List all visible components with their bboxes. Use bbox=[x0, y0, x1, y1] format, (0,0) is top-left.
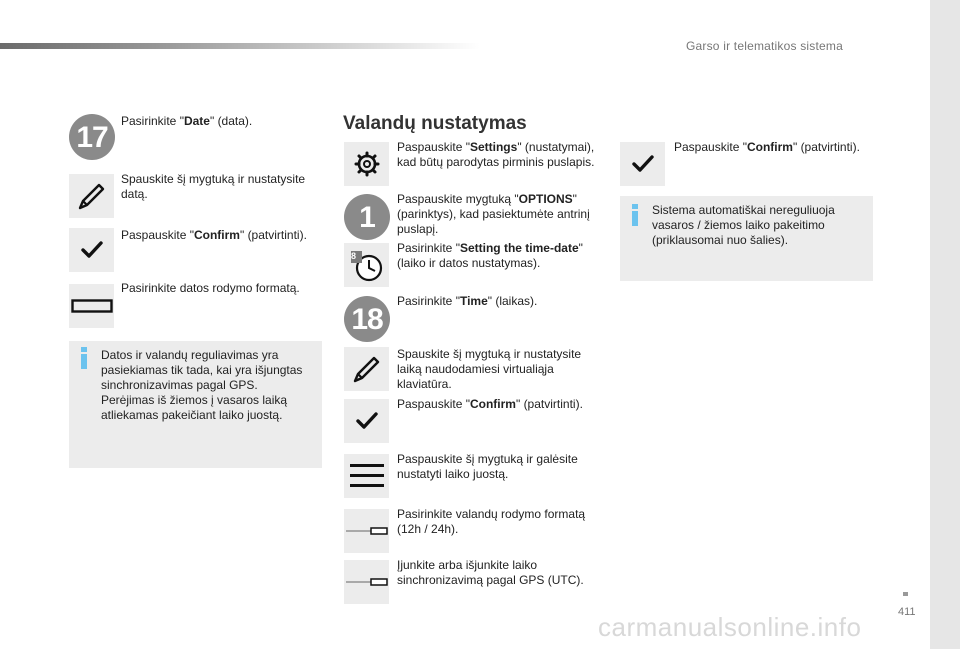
step-text: Paspauskite "Confirm" (patvirtinti). bbox=[674, 140, 860, 154]
step-text: Paspauskite mygtuką "OPTIONS" (parinktys), kad pasiektumėte antrinį puslapį. bbox=[397, 192, 590, 236]
info-box-left bbox=[69, 341, 322, 468]
settings-button-box[interactable] bbox=[344, 142, 389, 186]
header-gradient-bar bbox=[0, 43, 480, 49]
time-date-button-box[interactable] bbox=[344, 243, 389, 287]
step-badge-18: 18 bbox=[344, 296, 390, 342]
info-box-right bbox=[620, 196, 873, 281]
format-button-box[interactable] bbox=[69, 284, 114, 328]
confirm-button-box[interactable] bbox=[69, 228, 114, 272]
toggle-icon bbox=[345, 525, 389, 537]
timezone-button-box[interactable] bbox=[344, 454, 389, 498]
page-side-strip bbox=[930, 0, 960, 649]
section-title: Valandų nustatymas bbox=[343, 113, 527, 134]
page-marker bbox=[903, 592, 908, 596]
step-text: Pasirinkite "Date" (data). bbox=[121, 114, 253, 128]
step-text: Paspauskite šį mygtuką ir galėsite nustatyti laiko juostą. bbox=[397, 452, 578, 481]
step-badge-17: 17 bbox=[69, 114, 115, 160]
pencil-icon bbox=[76, 180, 108, 212]
check-icon bbox=[81, 241, 103, 259]
edit-button-box[interactable] bbox=[69, 174, 114, 218]
chapter-title: Garso ir telematikos sistema bbox=[686, 39, 843, 53]
page-number: 411 bbox=[898, 606, 916, 618]
toggle-icon bbox=[345, 576, 389, 588]
edit-time-button-box[interactable] bbox=[344, 347, 389, 391]
info-text: Sistema automatiškai nereguliuoja vasaros / žiemos laiko pakeitimo (priklausomai nuo šalies). bbox=[652, 203, 835, 247]
info-icon bbox=[81, 347, 87, 369]
hour-format-toggle-box[interactable] bbox=[344, 509, 389, 553]
step-text: Pasirinkite valandų rodymo formatą (12h / 24h). bbox=[397, 507, 586, 536]
gear-icon bbox=[353, 150, 381, 178]
confirm-button-box[interactable] bbox=[344, 399, 389, 443]
step-text: Pasirinkite "Setting the time-date" (laiko ir datos nustatymas). bbox=[397, 241, 583, 270]
step-text: Spauskite šį mygtuką ir nustatysite laiką naudodamiesi virtualiąja klaviatūra. bbox=[397, 347, 582, 391]
watermark: carmanualsonline.info bbox=[598, 612, 862, 642]
info-icon bbox=[632, 204, 638, 226]
step-text: Paspauskite "Confirm" (patvirtinti). bbox=[397, 397, 583, 411]
step-badge-1: 1 bbox=[344, 194, 390, 240]
clock-badge-number: 8 bbox=[351, 251, 357, 261]
step-text: Įjunkite arba išjunkite laiko sinchronizavimą pagal GPS (UTC). bbox=[397, 558, 584, 587]
step-text: Paspauskite "Settings" (nustatymai), kad būtų parodytas pirminis puslapis. bbox=[397, 140, 595, 169]
confirm-button-box[interactable] bbox=[620, 142, 665, 186]
step-text: Paspauskite "Confirm" (patvirtinti). bbox=[121, 228, 307, 242]
step-text: Spauskite šį mygtuką ir nustatysite datą. bbox=[121, 172, 306, 201]
step-text: Pasirinkite "Time" (laikas). bbox=[397, 294, 538, 308]
rectangle-icon bbox=[71, 299, 113, 313]
gps-sync-toggle-box[interactable] bbox=[344, 560, 389, 604]
check-icon bbox=[632, 155, 654, 173]
info-text: Datos ir valandų reguliavimas yra pasiekiamas tik tada, kai yra išjungtas sinchronizavimas pagal GPS. Perėjimas iš žiemos į vasaros laiką atliekamas pakeičiant laiko juostą. bbox=[101, 348, 303, 422]
menu-list-icon bbox=[349, 460, 385, 492]
pencil-icon bbox=[351, 353, 383, 385]
check-icon bbox=[356, 412, 378, 430]
step-text: Pasirinkite datos rodymo formatą. bbox=[121, 281, 300, 295]
